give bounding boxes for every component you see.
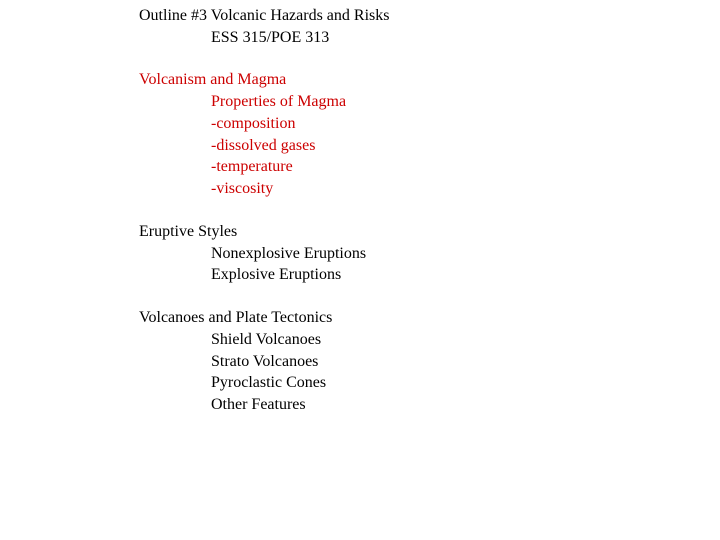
list-item: -viscosity [211,180,274,197]
outline-title: Outline #3 Volcanic Hazards and Risks [139,7,390,24]
list-item: -temperature [211,158,293,175]
list-item: Strato Volcanoes [211,353,319,370]
section-heading-volcanism: Volcanism and Magma [139,71,287,88]
subheading-properties-of-magma: Properties of Magma [211,93,347,110]
section-heading-plate-tectonics: Volcanoes and Plate Tectonics [139,309,333,326]
list-item: Shield Volcanoes [211,331,322,348]
list-item: Pyroclastic Cones [211,374,327,391]
list-item: Explosive Eruptions [211,266,342,283]
list-item: Other Features [211,396,306,413]
section-heading-eruptive-styles: Eruptive Styles [139,223,238,240]
list-item: Nonexplosive Eruptions [211,245,367,262]
list-item: -dissolved gases [211,137,316,154]
course-code: ESS 315/POE 313 [211,29,330,46]
list-item: -composition [211,115,296,132]
